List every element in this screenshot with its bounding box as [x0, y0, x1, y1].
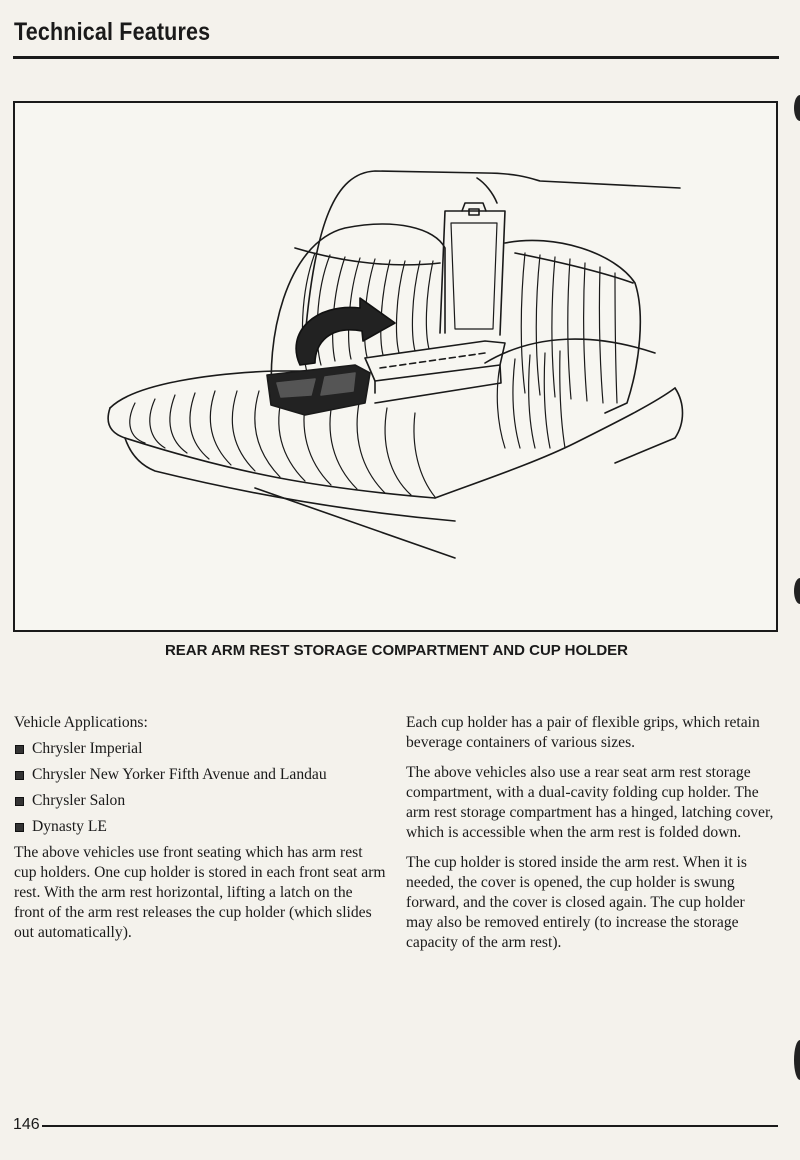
list-item — [14, 791, 386, 811]
front-seating-paragraph: The above vehicles use front seating which has arm rest cup holders. One cup holder is stored in each front seat arm rest. With the arm rest horizontal, lifting a latch on the front of the arm rest releases the cup holder (which slides out automatically). — [14, 844, 386, 941]
list-item — [14, 765, 386, 785]
rear-seat-armrest-cupholder-illustration — [15, 103, 776, 630]
list-item-text: Dynasty LE — [32, 818, 107, 835]
grips-paragraph: Each cup holder has a pair of flexible grips, which retain beverage containers of various sizes. — [406, 714, 760, 751]
binding-hole-mark — [794, 95, 800, 121]
applications-list — [14, 739, 386, 837]
list-item-text: Chrysler New Yorker Fifth Avenue and Landau — [32, 766, 327, 783]
cup-holder-usage-paragraph: The cup holder is stored inside the arm rest. When it is needed, the cover is opened, the cup holder is swung forward, and the cover is closed again. The cup holder may also be removed entirely (to increase the storage capacity of the arm rest). — [406, 854, 747, 951]
square-bullet-icon — [15, 771, 24, 780]
list-item-text: Chrysler Salon — [32, 792, 126, 809]
left-column — [14, 713, 386, 953]
figure-caption: REAR ARM REST STORAGE COMPARTMENT AND CUP HOLDER — [164, 642, 629, 659]
rear-storage-paragraph: The above vehicles also use a rear seat arm rest storage compartment, with a dual-cavity folding cup holder. The arm rest storage compartment has a hinged, latching cover, which is accessible when the arm rest is folded down. — [406, 764, 774, 841]
list-item-text: Chrysler Imperial — [32, 740, 143, 757]
square-bullet-icon — [15, 745, 24, 754]
binding-hole-mark — [794, 1040, 800, 1080]
right-column — [406, 713, 774, 963]
binding-hole-mark — [794, 578, 800, 604]
page-number: 146 — [13, 1116, 40, 1133]
figure-frame — [13, 101, 778, 632]
list-item — [14, 817, 386, 837]
footer-rule — [42, 1125, 778, 1127]
square-bullet-icon — [15, 823, 24, 832]
header-rule — [13, 56, 779, 59]
page-title: Technical Features — [14, 18, 211, 46]
list-item — [14, 739, 386, 759]
applications-heading: Vehicle Applications: — [14, 714, 148, 731]
square-bullet-icon — [15, 797, 24, 806]
